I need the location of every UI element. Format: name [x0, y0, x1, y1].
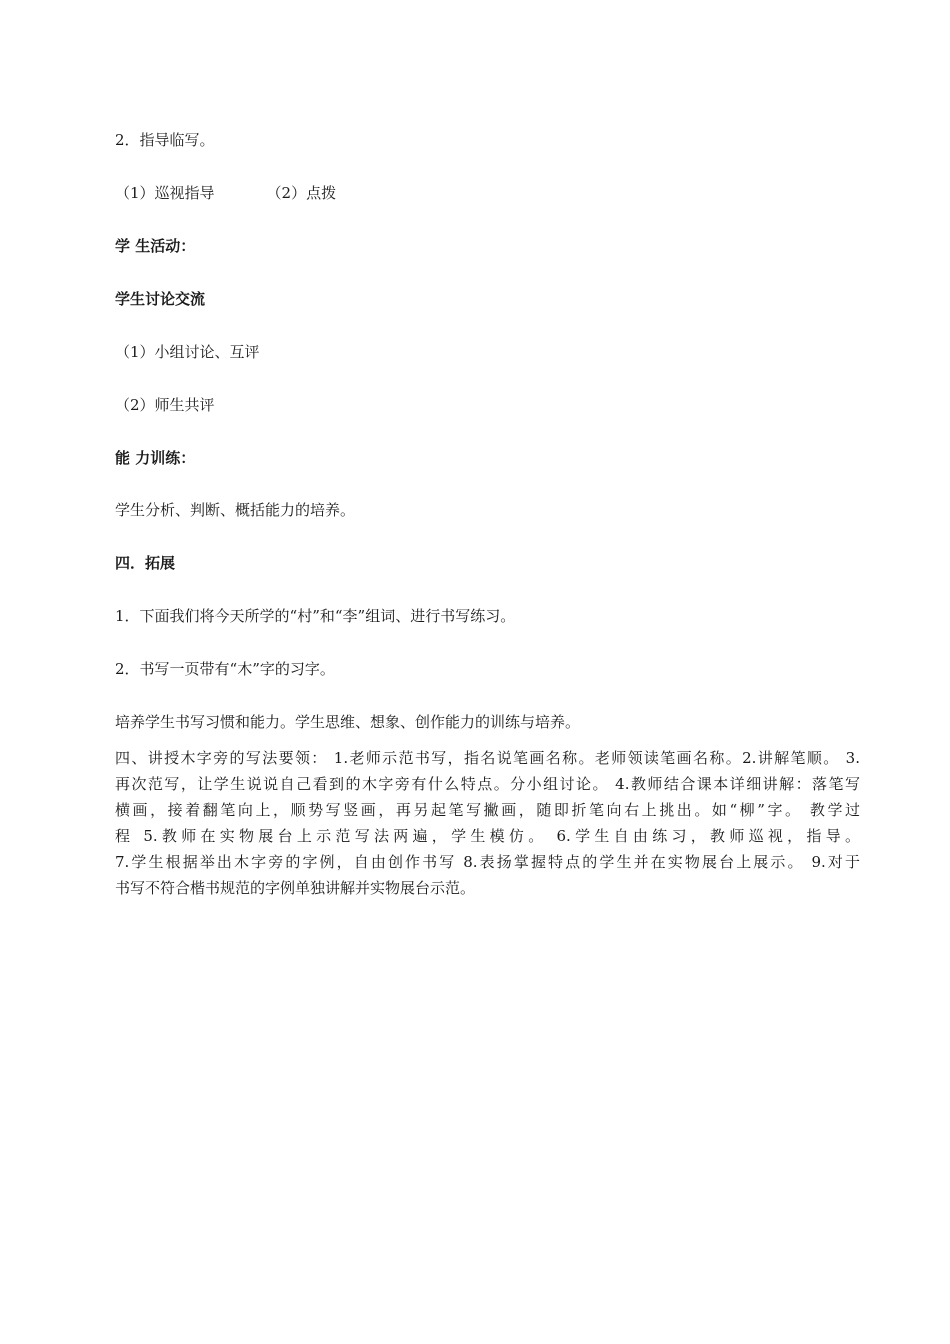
- student-activity-heading: 学 生活动：: [115, 237, 196, 255]
- paragraph-line: 7.学生根据举出木字旁的字例，自由创作书写 8.表扬掌握特点的学生并在实物展台上展示。 9.对于: [115, 853, 860, 871]
- ability-heading: 能 力训练：: [115, 449, 196, 467]
- extend-item-1: 1．下面我们将今天所学的“村”和“李”组词、进行书写练习。: [115, 607, 516, 625]
- extend-heading: 四．拓展: [115, 554, 176, 572]
- habit-text: 培养学生书写习惯和能力。学生思维、想象、创作能力的训练与培养。: [115, 713, 581, 731]
- section-2-items: [115, 183, 336, 203]
- section-2-item-2: （2）点拨: [266, 184, 337, 202]
- paragraph-line: 横画，接着翻笔向上，顺势写竖画，再另起笔写撇画，随即折笔向右上挑出。如“柳”字。 教学过: [115, 801, 860, 819]
- discussion-item-2: （2）师生共评: [115, 396, 215, 414]
- paragraph-line: 再次范写，让学生说说自己看到的木字旁有什么特点。分小组讨论。 4.教师结合课本详细讲解：落笔写: [115, 775, 860, 793]
- section-2-item-1: （1）巡视指导: [115, 184, 215, 202]
- paragraph-line: 程 5.教师在实物展台上示范写法两遍，学生模仿。 6.学生自由练习，教师巡视，指导。: [115, 827, 860, 845]
- teaching-steps-paragraph: [115, 745, 860, 901]
- discussion-heading: 学生讨论交流: [115, 290, 206, 308]
- ability-text: 学生分析、判断、概括能力的培养。: [115, 501, 356, 519]
- paragraph-line: 书写不符合楷书规范的字例单独讲解并实物展台示范。: [115, 879, 476, 897]
- discussion-item-1: （1）小组讨论、互评: [115, 343, 260, 361]
- extend-item-2: 2．书写一页带有“木”字的习字。: [115, 660, 335, 678]
- section-2-title: 2．指导临写。: [115, 131, 215, 149]
- paragraph-line: 四、讲授木字旁的写法要领： 1.老师示范书写，指名说笔画名称。老师领读笔画名称。2.讲解笔顺。 3.: [115, 749, 860, 767]
